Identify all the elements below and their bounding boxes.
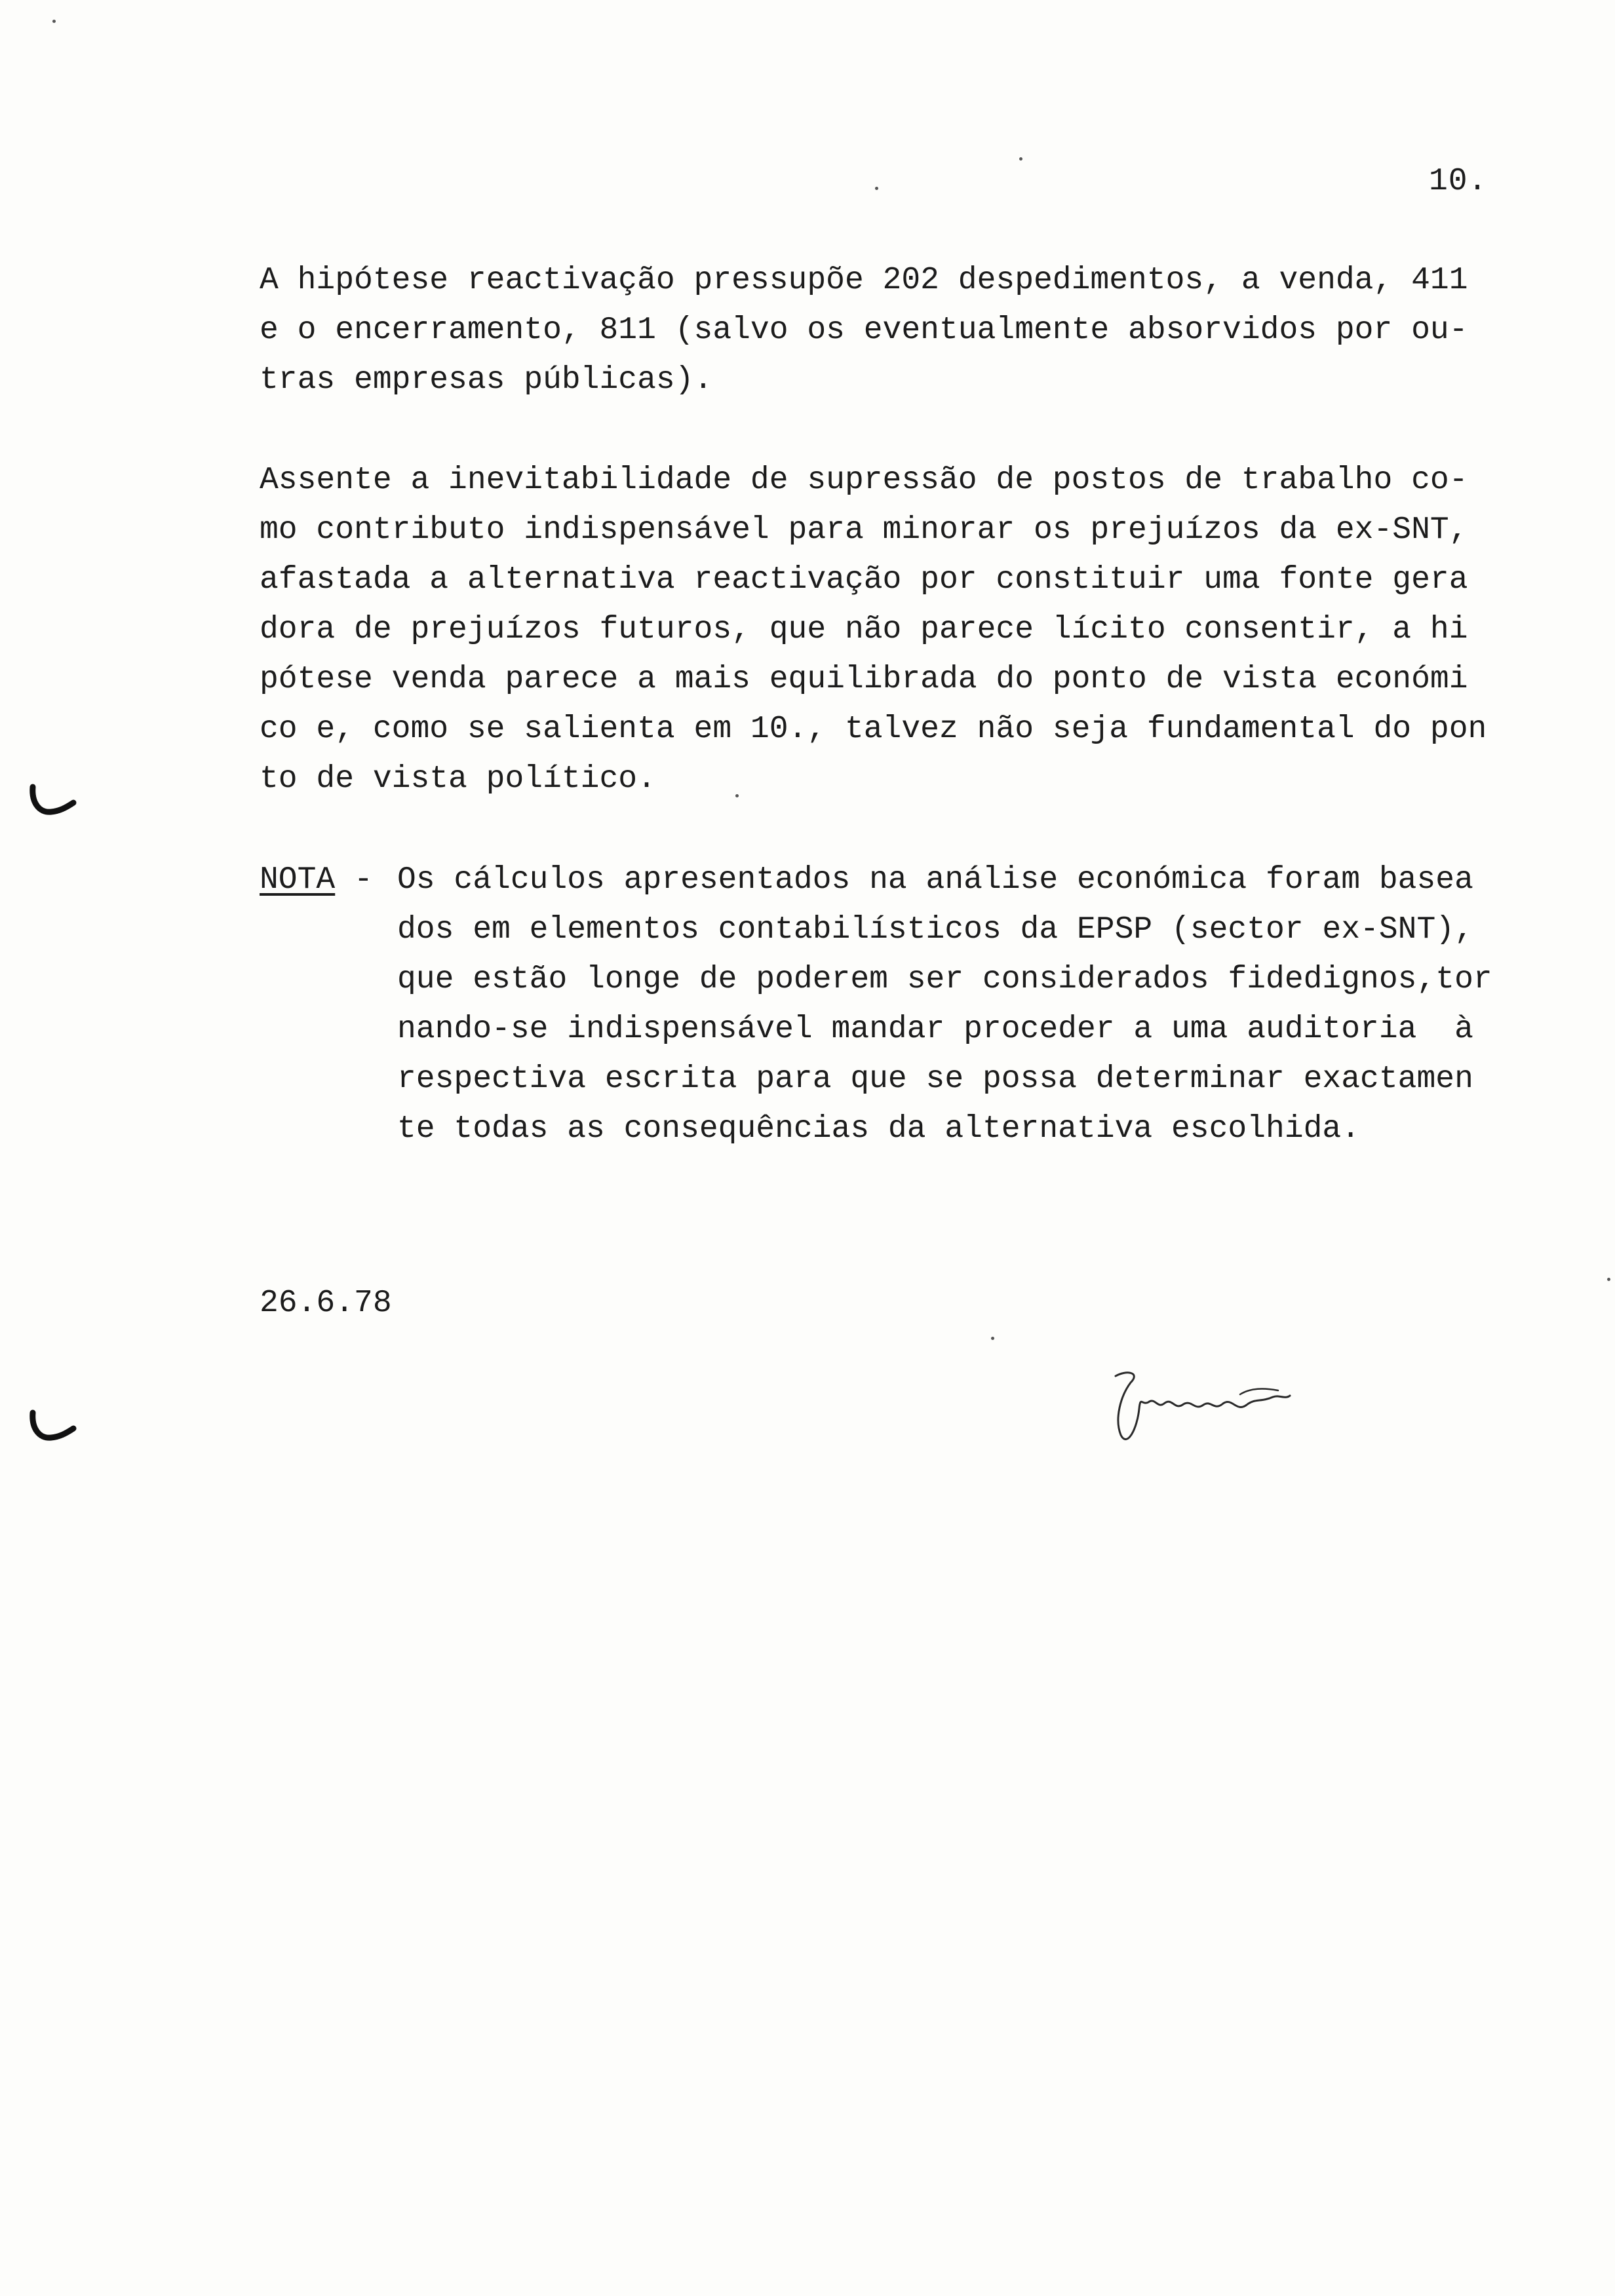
note-heading [260,855,373,905]
note-body [397,855,1557,1154]
text-line: tras empresas públicas). [260,362,713,398]
scan-speck [1019,157,1022,161]
scan-speck [875,187,878,190]
note-label: NOTA [260,862,336,898]
text-line: afastada a alternativa reactivação por constituir uma fonte gera [260,562,1468,598]
text-line: A hipótese reactivação pressupõe 202 despedimentos, a venda, 411 [260,263,1468,298]
text-line: co e, como se salienta em 10., talvez não seja fundamental do pon [260,712,1487,747]
text-line: dora de prejuízos futuros, que não parece lícito consentir, a hi [260,612,1468,647]
paragraph-hypothesis-reactivation [260,256,1557,405]
note-line: que estão longe de poderem ser considerados fidedignos,tor [397,962,1492,997]
scan-speck [991,1337,994,1340]
text-line: Assente a inevitabilidade de supressão de postos de trabalho co- [260,463,1468,498]
text-line: pótese venda parece a mais equilibrada do ponto de vista económi [260,662,1468,697]
scan-speck [52,20,56,23]
text-line: mo contributo indispensável para minorar os prejuízos da ex-SNT, [260,512,1468,548]
note-line: respectiva escrita para que se possa determinar exactamen [397,1062,1473,1097]
note-line: Os cálculos apresentados na análise económica foram basea [397,862,1473,898]
scan-speck [735,794,739,797]
note-line: dos em elementos contabilísticos da EPSP (sector ex-SNT), [397,912,1473,947]
text-line: e o encerramento, 811 (salvo os eventualmente absorvidos por ou- [260,313,1468,348]
scan-speck [1607,1278,1610,1281]
document-date: 26.6.78 [260,1286,392,1321]
paragraph-conclusion [260,455,1557,804]
note-dash: - [335,862,373,898]
binder-hole-mark [26,1409,79,1448]
note-line: te todas as consequências da alternativa escolhida. [397,1111,1361,1147]
text-line: to de vista político. [260,761,656,797]
note-line: nando-se indispensável mandar proceder a uma auditoria à [397,1012,1473,1047]
binder-hole-mark [26,783,79,822]
page-number: 10. [1429,164,1488,199]
handwritten-signature [1101,1356,1298,1455]
